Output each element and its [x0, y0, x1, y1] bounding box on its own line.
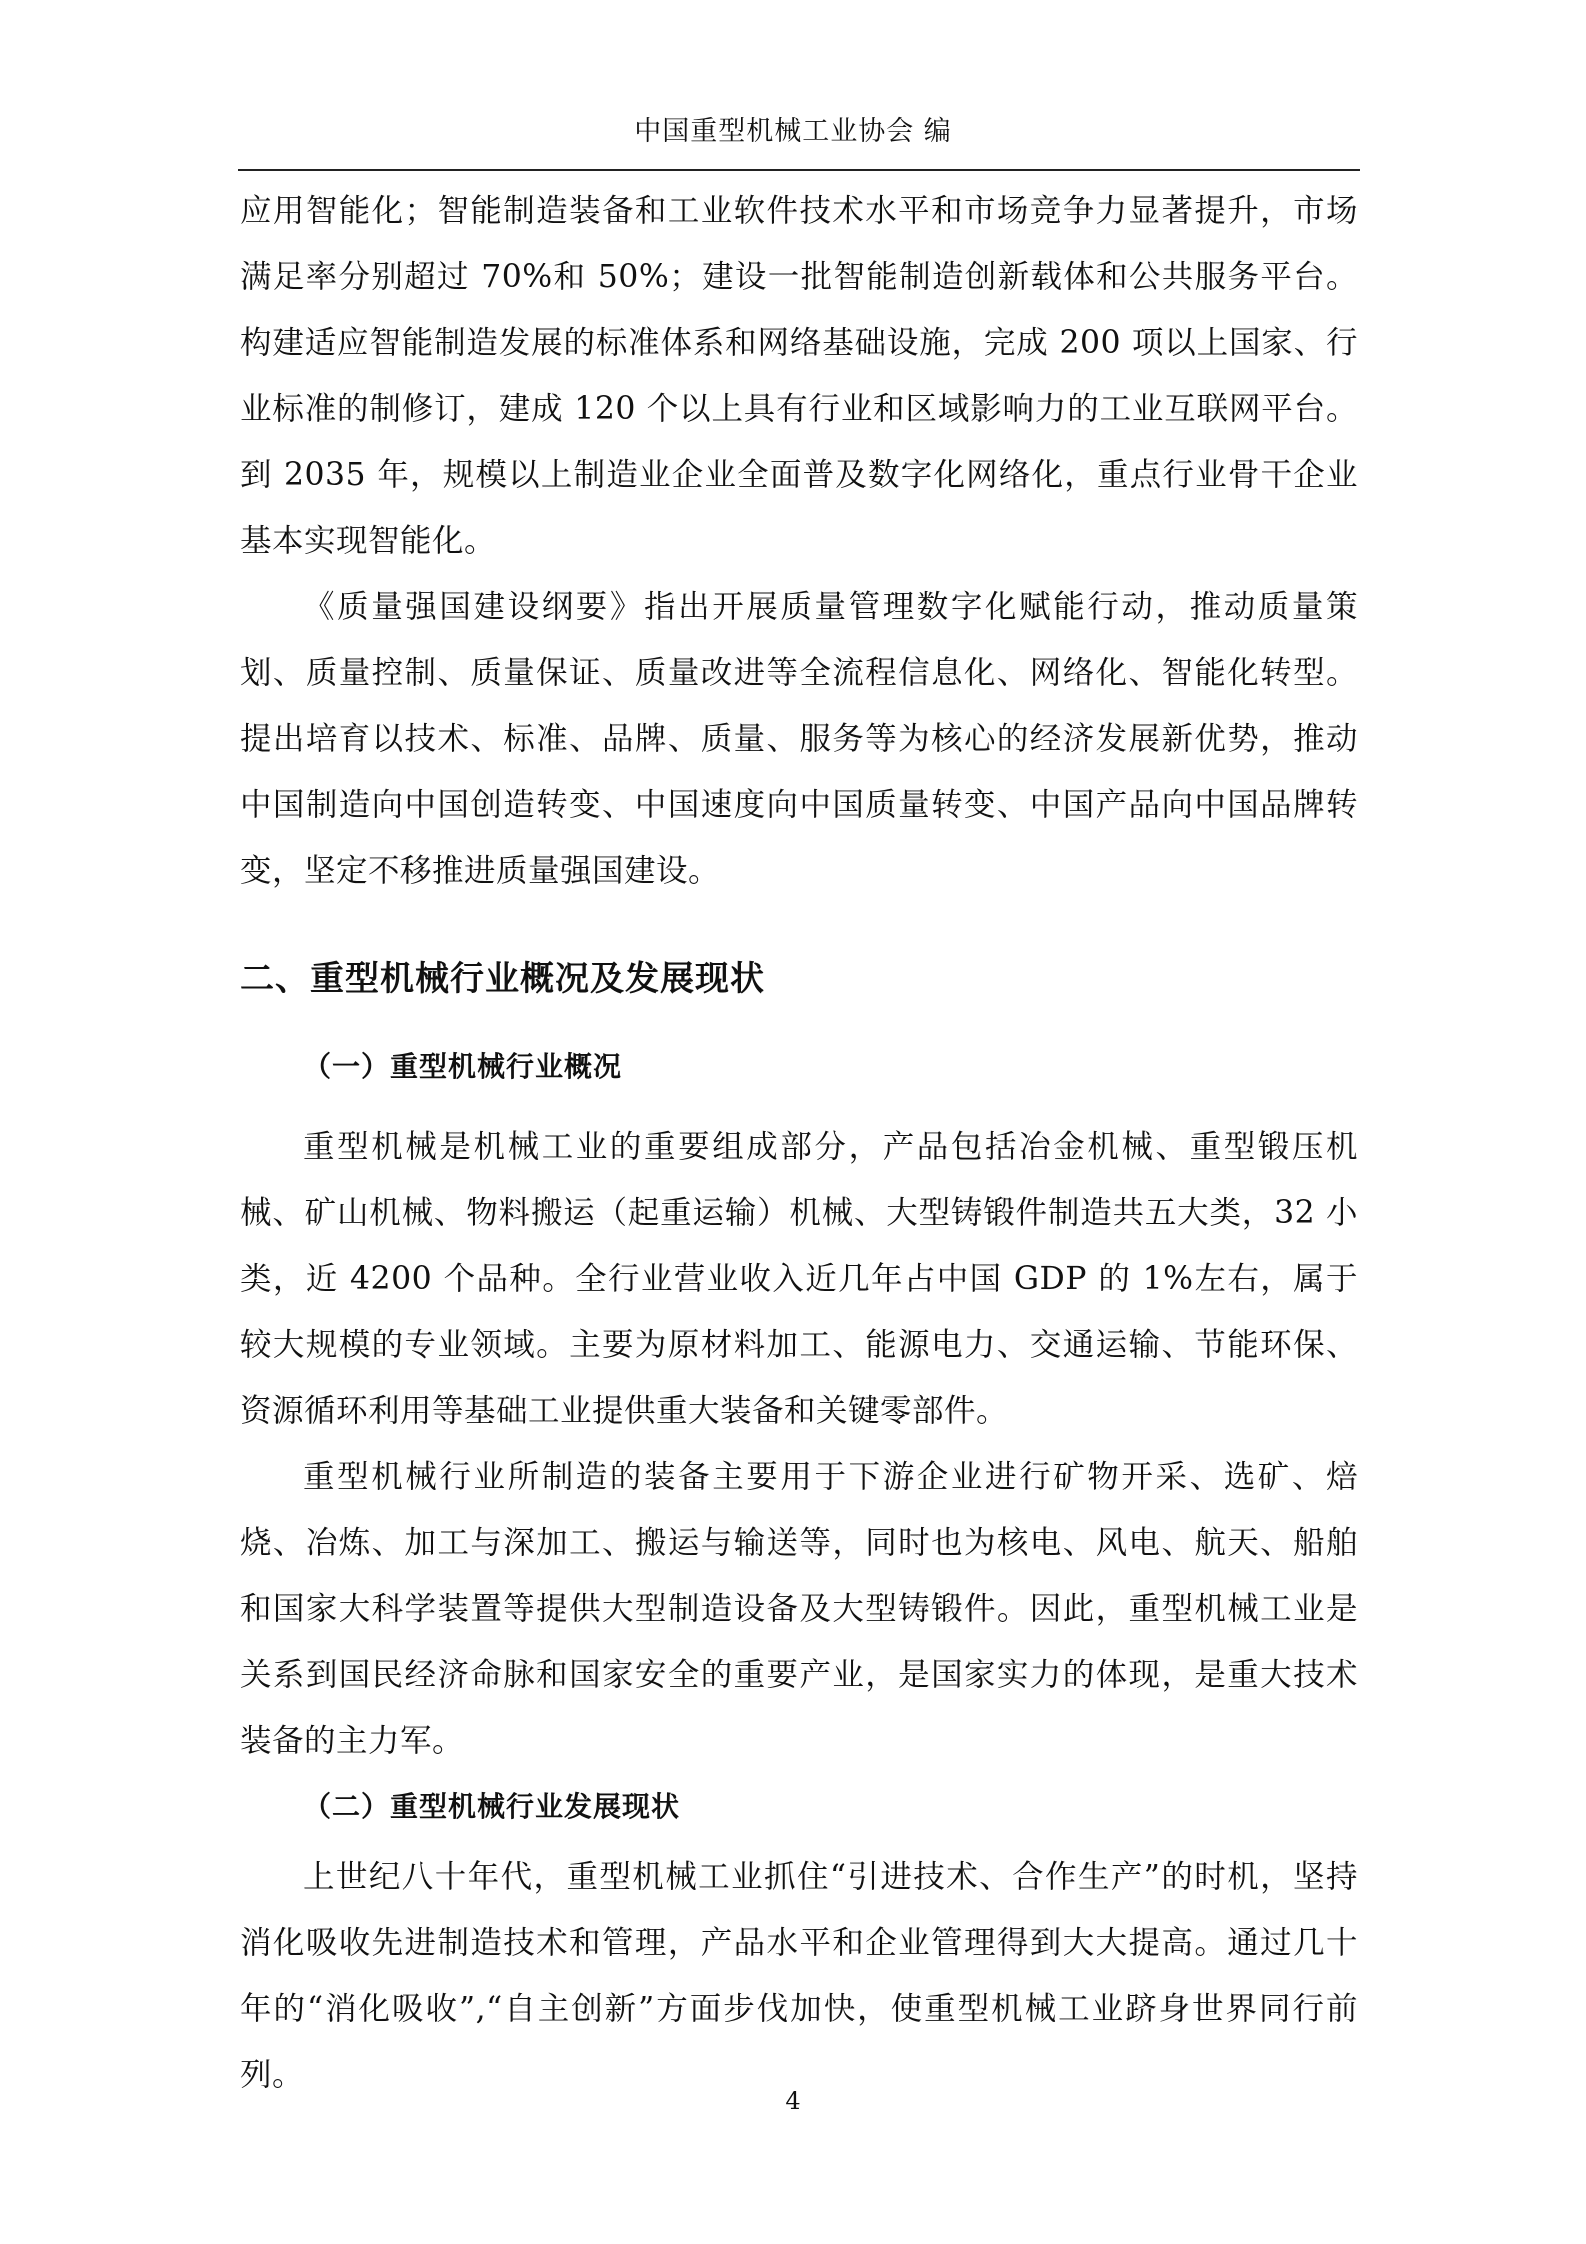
page-header: 中国重型机械工业协会 编 [634, 116, 952, 147]
subsection-title-status: （二）重型机械行业发展现状 [303, 1790, 681, 1823]
section-title: 二、重型机械行业概况及发展现状 [240, 959, 765, 999]
paragraph-smart-manufacturing-goals: 应用智能化；智能制造装备和工业软件技术水平和市场竞争力显著提升，市场满足率分别超过 70%和 50%；建设一批智能制造创新载体和公共服务平台。构建适应智能制造发展的标准体系和网络基础设施，完成 200 项以上国家、行业标准的制修订，建成 120 个以上具有行业和区域影响力的工业互联网平台。到 2035 年，规模以上制造业企业全面普及数字化网络化，重点行业骨干企业基本实现智能化。 [240, 193, 1358, 559]
paragraph-development-status: 上世纪八十年代，重型机械工业抓住“引进技术、合作生产”的时机，坚持消化吸收先进制造技术和管理，产品水平和企业管理得到大大提高。通过几十年的“消化吸收”,“自主创新”方面步伐加快，使重型机械工业跻身世界同行前列。 [240, 1859, 1358, 2093]
paragraph-industry-overview: 重型机械是机械工业的重要组成部分，产品包括冶金机械、重型锻压机械、矿山机械、物料搬运（起重运输）机械、大型铸锻件制造共五大类，32 小类，近 4200 个品种。全行业营业收入近几年占中国 GDP 的 1%左右，属于较大规模的专业领域。主要为原材料加工、能源电力、交通运输、节能环保、资源循环利用等基础工业提供重大装备和关键零部件。 [240, 1129, 1358, 1429]
paragraph-industry-role: 重型机械行业所制造的装备主要用于下游企业进行矿物开采、选矿、焙烧、冶炼、加工与深加工、搬运与输送等，同时也为核电、风电、航天、船舶和国家大科学装置等提供大型制造设备及大型铸锻件。因此，重型机械工业是关系到国民经济命脉和国家安全的重要产业，是国家实力的体现，是重大技术装备的主力军。 [240, 1459, 1358, 1759]
page-number: 4 [785, 2087, 801, 2115]
subsection-title-overview: （一）重型机械行业概况 [303, 1050, 623, 1083]
paragraph-quality-power-outline: 《质量强国建设纲要》指出开展质量管理数字化赋能行动，推动质量策划、质量控制、质量保证、质量改进等全流程信息化、网络化、智能化转型。提出培育以技术、标准、品牌、质量、服务等为核心的经济发展新优势，推动中国制造向中国创造转变、中国速度向中国质量转变、中国产品向中国品牌转变，坚定不移推进质量强国建设。 [240, 589, 1358, 889]
document-body [240, 178, 1358, 2108]
header-divider [238, 169, 1360, 171]
